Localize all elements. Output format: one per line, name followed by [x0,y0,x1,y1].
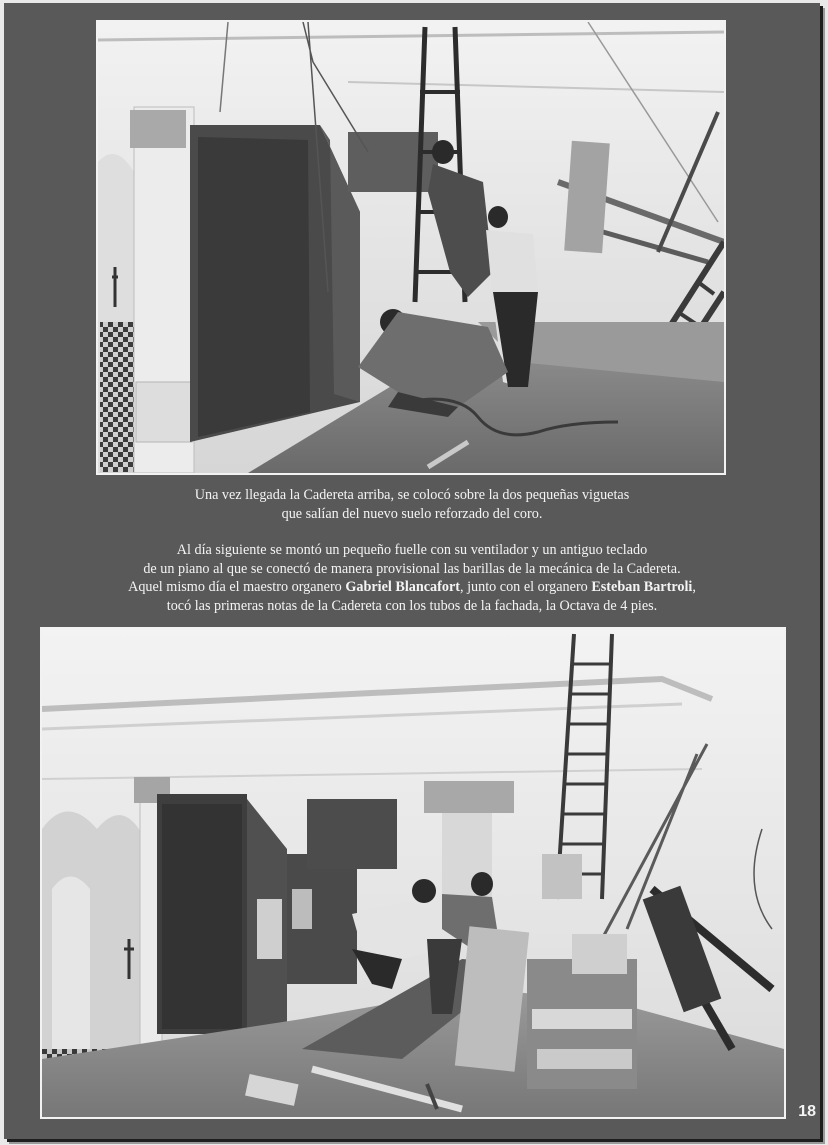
photo-organ-hoisting [96,20,726,475]
caption2-line3 [44,578,780,597]
photo-organ-workshop-image [42,629,784,1117]
caption-cadereta-placed [44,486,780,523]
organ-builder-name-blancafort: Gabriel Blancafort [345,579,460,595]
caption2-line3-text-a: Aquel mismo día el maestro organero [128,579,346,595]
caption1-line2: que salían del nuevo suelo reforzado del coro. [281,505,543,522]
caption1-line1: Una vez llegada la Cadereta arriba, se colocó sobre la dos pequeñas viguetas [194,487,630,503]
photo-organ-hoisting-image [98,22,724,473]
caption2-line4: tocó las primeras notas de la Cadereta con los tubos de la fachada, la Octava de 4 pies. [166,597,658,614]
caption2-line3-text-c: , [692,579,696,595]
page [4,3,820,1139]
page-number: 18 [798,1103,816,1120]
caption2-line3-text-b: , junto con el organero [459,579,592,595]
organ-builder-name-bartroli: Esteban Bartroli [591,579,693,595]
caption-first-notes [44,541,780,615]
caption2-line2: de un piano al que se conectó de manera provisional las barillas de la mecánica de la Cadereta. [143,560,681,577]
caption2-line1: Al día siguiente se montó un pequeño fuelle con su ventilador y un antiguo teclado [176,542,648,558]
photo-organ-workshop [40,627,786,1119]
